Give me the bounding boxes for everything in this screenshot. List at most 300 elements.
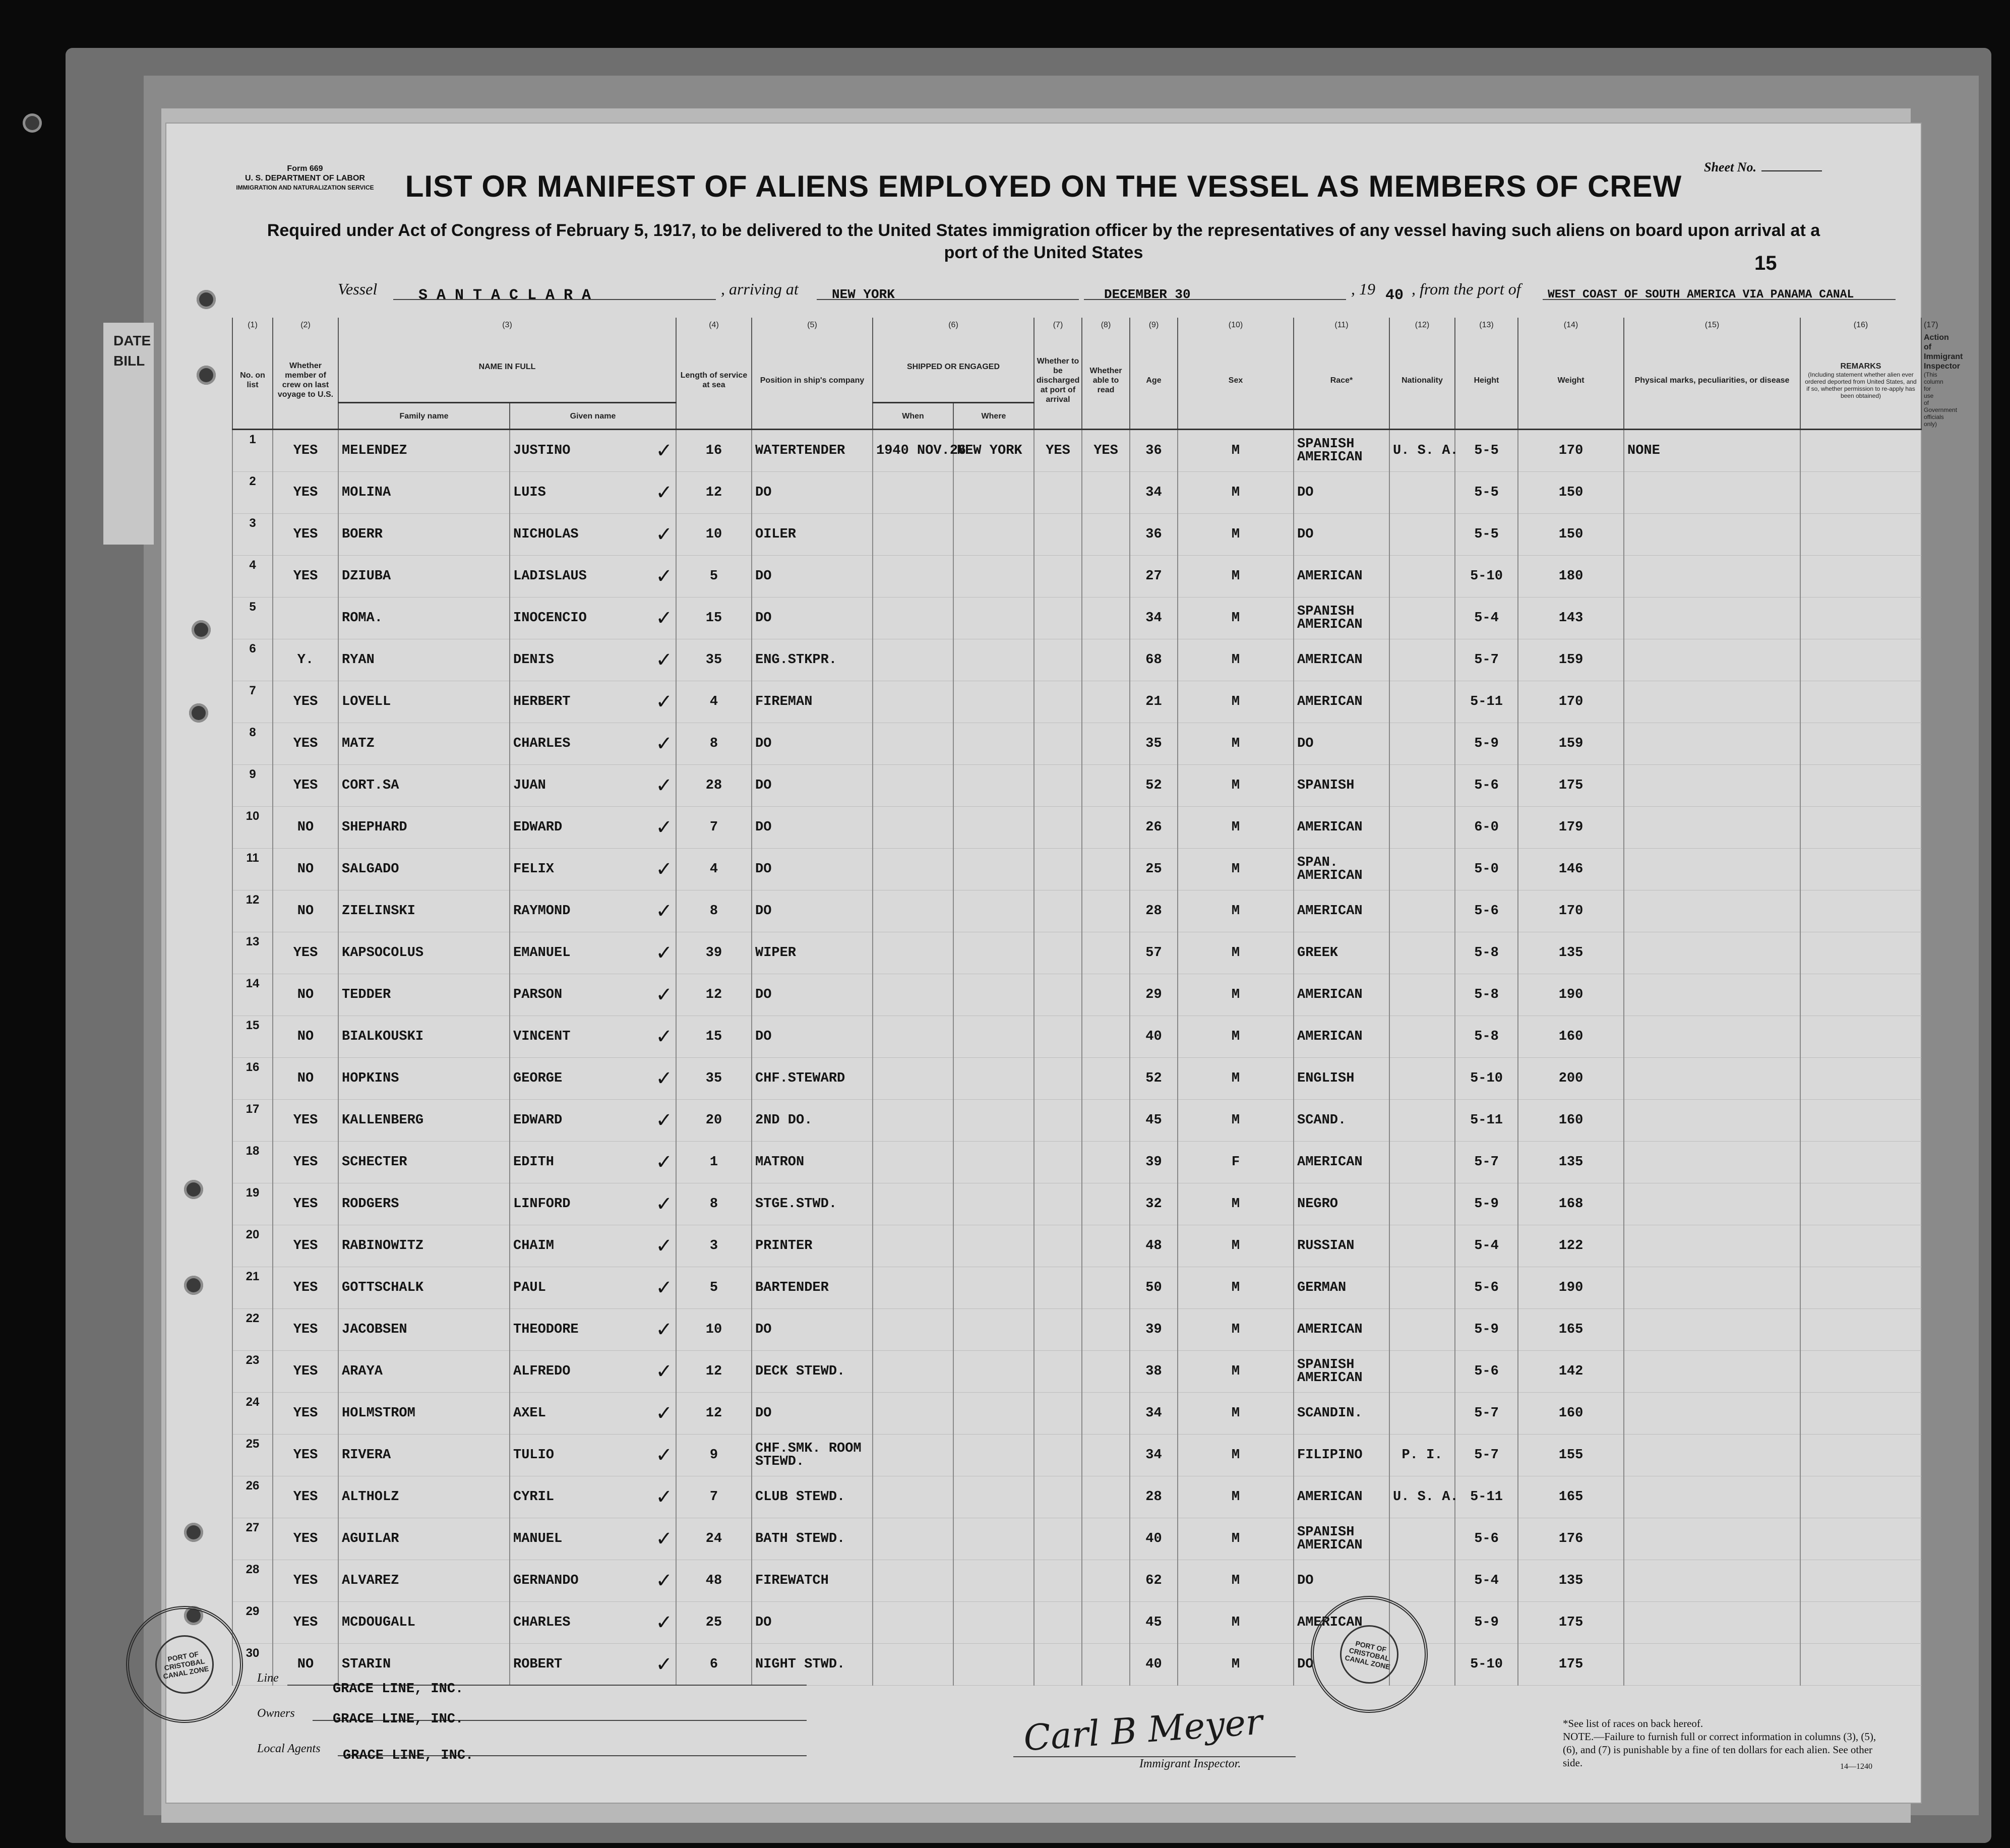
crew-family-name-value: BOERR xyxy=(342,527,383,542)
crew-shipped-when xyxy=(873,974,953,1016)
crew-shipped-when xyxy=(873,1518,953,1560)
crew-weight-value: 159 xyxy=(1558,652,1583,668)
crew-age-value: 52 xyxy=(1145,778,1162,793)
crew-able-to-read xyxy=(1082,723,1130,765)
check-mark-icon: ✓ xyxy=(655,648,673,672)
crew-nationality xyxy=(1389,472,1455,514)
crew-length-service xyxy=(676,1016,752,1058)
form-number: Form 669 xyxy=(287,164,323,173)
crew-age-value: 39 xyxy=(1145,1322,1162,1337)
crew-race-value: AMERICAN xyxy=(1297,1322,1363,1337)
crew-length-service xyxy=(676,1183,752,1225)
crew-last-voyage xyxy=(273,765,338,807)
crew-nationality xyxy=(1389,1476,1458,1518)
crew-given-name xyxy=(510,639,676,681)
crew-discharged xyxy=(1034,1309,1082,1351)
crew-age xyxy=(1130,849,1178,890)
crew-weight xyxy=(1518,1267,1624,1309)
crew-last-voyage xyxy=(273,974,338,1016)
table-row xyxy=(232,765,1921,807)
crew-shipped-when xyxy=(873,681,953,723)
crew-shipped-where xyxy=(953,1183,1034,1225)
crew-position xyxy=(752,1602,873,1644)
crew-no-value: 15 xyxy=(246,1019,260,1032)
crew-remarks xyxy=(1800,598,1921,639)
crew-physical-marks xyxy=(1624,1267,1800,1309)
crew-weight xyxy=(1518,1100,1624,1142)
crew-race-value: ENGLISH xyxy=(1297,1071,1355,1086)
crew-no-value: 9 xyxy=(249,767,256,781)
crew-nationality-value: U. S. A. xyxy=(1393,1489,1458,1505)
crew-discharged xyxy=(1034,723,1082,765)
crew-weight-value: 180 xyxy=(1558,569,1583,584)
crew-physical-marks xyxy=(1624,849,1800,890)
column-number: (3) xyxy=(338,318,676,332)
header-no-on-list: No. on list xyxy=(232,332,273,430)
crew-weight xyxy=(1518,1309,1624,1351)
crew-race-value: AMERICAN xyxy=(1297,1489,1363,1505)
crew-physical-marks xyxy=(1624,1225,1800,1267)
crew-remarks xyxy=(1800,1016,1921,1058)
crew-family-name xyxy=(338,849,510,890)
crew-family-name-value: HOLMSTROM xyxy=(342,1406,415,1421)
crew-race xyxy=(1294,472,1389,514)
crew-given-name xyxy=(510,1393,676,1435)
punch-hole-icon xyxy=(184,1180,203,1199)
crew-nationality xyxy=(1389,1183,1455,1225)
crew-weight-value: 155 xyxy=(1558,1448,1583,1463)
crew-length-service xyxy=(676,1058,752,1100)
crew-last-voyage xyxy=(273,598,338,639)
crew-sex xyxy=(1178,974,1294,1016)
check-mark-icon: ✓ xyxy=(655,1067,673,1090)
crew-age xyxy=(1130,974,1178,1016)
crew-nationality-value: P. I. xyxy=(1402,1448,1443,1463)
check-mark-icon: ✓ xyxy=(655,1402,673,1425)
crew-shipped-when xyxy=(873,723,953,765)
crew-sex-value: M xyxy=(1231,443,1240,458)
crew-age xyxy=(1130,765,1178,807)
crew-sex xyxy=(1178,472,1294,514)
crew-shipped-where xyxy=(953,1644,1034,1686)
crew-remarks xyxy=(1800,639,1921,681)
table-row xyxy=(232,1016,1921,1058)
crew-length-service-value: 4 xyxy=(709,862,718,877)
crew-race-value: SPANISH xyxy=(1297,778,1355,793)
crew-length-service xyxy=(676,556,752,598)
crew-race-value: RUSSIAN xyxy=(1297,1238,1355,1254)
crew-given-name xyxy=(510,1435,676,1476)
crew-sex xyxy=(1178,1100,1294,1142)
crew-table-body xyxy=(232,430,1921,1686)
crew-height-value: 5-9 xyxy=(1474,1615,1499,1630)
crew-physical-marks xyxy=(1624,1518,1800,1560)
crew-height-value: 5-5 xyxy=(1474,527,1499,542)
header-length-service: Length of service at sea xyxy=(676,332,752,430)
crew-position-value: WIPER xyxy=(755,945,797,961)
crew-family-name xyxy=(338,472,510,514)
crew-age-value: 36 xyxy=(1145,443,1162,458)
crew-family-name xyxy=(338,890,510,932)
crew-family-name xyxy=(338,1309,510,1351)
header-position: Position in ship's company xyxy=(752,332,873,430)
crew-height-value: 5-9 xyxy=(1474,736,1499,751)
crew-position-value: CLUB STEWD. xyxy=(755,1489,845,1505)
crew-family-name-value: SHEPHARD xyxy=(342,820,407,835)
crew-race xyxy=(1294,807,1389,849)
crew-no-value: 30 xyxy=(246,1646,260,1660)
crew-sex-value: M xyxy=(1231,1071,1240,1086)
crew-position-value: DO xyxy=(755,569,772,584)
crew-race xyxy=(1294,1560,1389,1602)
crew-position-value: CHF.SMK. ROOM STEWD. xyxy=(755,1441,862,1469)
crew-sex xyxy=(1178,1058,1294,1100)
crew-family-name xyxy=(338,807,510,849)
crew-nationality xyxy=(1389,1309,1455,1351)
crew-no-value: 4 xyxy=(249,558,256,572)
crew-last-voyage-value: NO xyxy=(297,1657,314,1672)
column-number: (14) xyxy=(1518,318,1624,332)
crew-last-voyage xyxy=(273,1100,338,1142)
crew-given-name-value: NICHOLAS xyxy=(513,527,579,542)
crew-shipped-where xyxy=(953,514,1034,556)
crew-age xyxy=(1130,723,1178,765)
crew-given-name-value: CHARLES xyxy=(513,1615,571,1630)
check-mark-icon: ✓ xyxy=(655,481,673,504)
crew-shipped-where xyxy=(953,639,1034,681)
crew-sex xyxy=(1178,681,1294,723)
crew-last-voyage xyxy=(273,1142,338,1183)
crew-race xyxy=(1294,1142,1389,1183)
crew-sex-value: M xyxy=(1231,652,1240,668)
header-remarks-note: (Including statement whether alien ever ordered deported from United States, and if so, whether permission to re-apply has been obtained) xyxy=(1805,371,1917,399)
crew-shipped-where xyxy=(953,1058,1034,1100)
crew-sex-value: F xyxy=(1231,1155,1240,1170)
crew-given-name xyxy=(510,765,676,807)
crew-able-to-read-value: YES xyxy=(1093,443,1118,458)
crew-height xyxy=(1455,1644,1518,1686)
crew-race-value: SPANISH AMERICAN xyxy=(1297,604,1363,632)
crew-length-service-value: 7 xyxy=(709,1489,718,1505)
crew-given-name xyxy=(510,1309,676,1351)
crew-last-voyage-value: YES xyxy=(293,694,318,709)
crew-last-voyage xyxy=(273,556,338,598)
crew-age-value: 28 xyxy=(1145,904,1162,919)
crew-age-value: 21 xyxy=(1145,694,1162,709)
crew-given-name xyxy=(510,1351,676,1393)
crew-race-value: DO xyxy=(1297,485,1314,500)
crew-family-name-value: MOLINA xyxy=(342,485,391,500)
crew-remarks xyxy=(1800,1560,1921,1602)
crew-height-value: 6-0 xyxy=(1474,820,1499,835)
crew-given-name xyxy=(510,1016,676,1058)
crew-last-voyage-value: YES xyxy=(293,1531,318,1546)
crew-height xyxy=(1455,1560,1518,1602)
crew-position xyxy=(752,1393,873,1435)
crew-age xyxy=(1130,1393,1178,1435)
crew-family-name xyxy=(338,1518,510,1560)
crew-length-service-value: 4 xyxy=(709,694,718,709)
column-number: (6) xyxy=(873,318,1034,332)
crew-shipped-where xyxy=(953,1309,1034,1351)
crew-nationality xyxy=(1389,1435,1455,1476)
crew-remarks xyxy=(1800,1183,1921,1225)
crew-given-name xyxy=(510,1518,676,1560)
crew-physical-marks xyxy=(1624,1309,1800,1351)
crew-height xyxy=(1455,974,1518,1016)
crew-sex xyxy=(1178,1435,1294,1476)
crew-no xyxy=(232,430,273,472)
crew-weight xyxy=(1518,890,1624,932)
crew-age-value: 34 xyxy=(1145,485,1162,500)
crew-no xyxy=(232,681,273,723)
crew-race xyxy=(1294,1100,1389,1142)
crew-no-value: 16 xyxy=(246,1060,260,1074)
crew-no-value: 20 xyxy=(246,1228,260,1241)
crew-family-name-value: MATZ xyxy=(342,736,375,751)
crew-able-to-read xyxy=(1082,765,1130,807)
crew-sex-value: M xyxy=(1231,1113,1240,1128)
crew-no-value: 11 xyxy=(246,851,259,865)
crew-age xyxy=(1130,1267,1178,1309)
crew-weight-value: 150 xyxy=(1558,527,1583,542)
crew-age xyxy=(1130,1100,1178,1142)
crew-given-name xyxy=(510,1644,676,1686)
crew-weight-value: 135 xyxy=(1558,1573,1583,1588)
crew-last-voyage xyxy=(273,1351,338,1393)
crew-position xyxy=(752,1351,873,1393)
crew-sex-value: M xyxy=(1231,904,1240,919)
crew-last-voyage xyxy=(273,890,338,932)
crew-length-service-value: 6 xyxy=(709,1657,718,1672)
crew-last-voyage-value: YES xyxy=(293,1280,318,1295)
crew-shipped-when xyxy=(873,1435,953,1476)
crew-discharged xyxy=(1034,1393,1082,1435)
crew-shipped-when xyxy=(873,1267,953,1309)
crew-position-value: DO xyxy=(755,904,772,919)
crew-height xyxy=(1455,1309,1518,1351)
crew-given-name-value: TULIO xyxy=(513,1448,555,1463)
crew-sex xyxy=(1178,765,1294,807)
crew-sex xyxy=(1178,1351,1294,1393)
column-number: (9) xyxy=(1130,318,1178,332)
crew-no xyxy=(232,849,273,890)
crew-weight xyxy=(1518,1435,1624,1476)
crew-length-service xyxy=(676,472,752,514)
check-mark-icon: ✓ xyxy=(655,858,673,881)
crew-discharged xyxy=(1034,1602,1082,1644)
crew-discharged xyxy=(1034,932,1082,974)
crew-position-value: BATH STEWD. xyxy=(755,1531,845,1546)
crew-no-value: 1 xyxy=(249,433,256,446)
crew-shipped-where xyxy=(953,1435,1034,1476)
crew-age xyxy=(1130,430,1178,472)
crew-height-value: 5-11 xyxy=(1470,694,1503,709)
crew-no-value: 29 xyxy=(246,1604,260,1618)
crew-nationality xyxy=(1389,765,1455,807)
sheet-label: Sheet No. xyxy=(1704,160,1756,174)
crew-weight xyxy=(1518,556,1624,598)
crew-length-service xyxy=(676,1518,752,1560)
crew-length-service-value: 25 xyxy=(705,1615,722,1630)
crew-length-service-value: 39 xyxy=(705,945,722,961)
crew-shipped-where xyxy=(953,1351,1034,1393)
crew-remarks xyxy=(1800,1142,1921,1183)
crew-last-voyage-value: YES xyxy=(293,1489,318,1505)
crew-family-name xyxy=(338,1183,510,1225)
crew-no xyxy=(232,1351,273,1393)
crew-race-value: AMERICAN xyxy=(1297,820,1363,835)
crew-shipped-where xyxy=(953,1602,1034,1644)
crew-weight-value: 160 xyxy=(1558,1029,1583,1044)
crew-physical-marks xyxy=(1624,598,1800,639)
crew-nationality xyxy=(1389,849,1455,890)
crew-length-service-value: 8 xyxy=(709,904,718,919)
crew-weight-value: 165 xyxy=(1558,1322,1583,1337)
crew-no-value: 23 xyxy=(246,1353,260,1367)
crew-shipped-when xyxy=(873,472,953,514)
crew-height-value: 5-11 xyxy=(1470,1489,1503,1505)
crew-remarks xyxy=(1800,890,1921,932)
crew-length-service xyxy=(676,765,752,807)
crew-physical-marks xyxy=(1624,1602,1800,1644)
crew-given-name xyxy=(510,807,676,849)
crew-length-service xyxy=(676,1644,752,1686)
crew-weight-value: 135 xyxy=(1558,945,1583,961)
crew-nationality xyxy=(1389,1560,1455,1602)
side-tab-bill: BILL xyxy=(113,353,145,369)
crew-length-service-value: 8 xyxy=(709,1197,718,1212)
crew-shipped-where xyxy=(953,1393,1034,1435)
crew-height-value: 5-11 xyxy=(1470,1113,1503,1128)
crew-family-name xyxy=(338,1435,510,1476)
crew-family-name-value: DZIUBA xyxy=(342,569,391,584)
crew-sex-value: M xyxy=(1231,1615,1240,1630)
crew-given-name-value: LUIS xyxy=(513,485,546,500)
crew-position xyxy=(752,1560,873,1602)
crew-remarks xyxy=(1800,1518,1921,1560)
crew-length-service xyxy=(676,1435,752,1476)
crew-family-name-value: ARAYA xyxy=(342,1364,383,1379)
crew-length-service xyxy=(676,1267,752,1309)
crew-sex-value: M xyxy=(1231,778,1240,793)
crew-no xyxy=(232,514,273,556)
crew-race xyxy=(1294,1058,1389,1100)
race-note: *See list of races on back hereof. xyxy=(1563,1717,1703,1730)
crew-family-name-value: ZIELINSKI xyxy=(342,904,415,919)
table-row xyxy=(232,514,1921,556)
crew-family-name xyxy=(338,1100,510,1142)
crew-given-name-value: EMANUEL xyxy=(513,945,571,961)
crew-weight xyxy=(1518,472,1624,514)
crew-no xyxy=(232,932,273,974)
crew-able-to-read xyxy=(1082,1183,1130,1225)
crew-no-value: 24 xyxy=(246,1395,260,1409)
crew-weight xyxy=(1518,681,1624,723)
crew-last-voyage-value: Y. xyxy=(297,652,314,668)
header-last-voyage: Whether member of crew on last voyage to U.S. xyxy=(273,332,338,430)
crew-remarks xyxy=(1800,472,1921,514)
crew-age xyxy=(1130,598,1178,639)
crew-discharged xyxy=(1034,1518,1082,1560)
table-row xyxy=(232,1309,1921,1351)
table-row xyxy=(232,1058,1921,1100)
crew-race-value: AMERICAN xyxy=(1297,1155,1363,1170)
crew-race xyxy=(1294,1016,1389,1058)
crew-length-service xyxy=(676,1142,752,1183)
punch-hole-icon xyxy=(184,1276,203,1295)
crew-no xyxy=(232,1309,273,1351)
crew-position xyxy=(752,430,873,472)
crew-shipped-when xyxy=(873,1602,953,1644)
crew-given-name-value: DENIS xyxy=(513,652,555,668)
arrival-port: NEW YORK xyxy=(832,287,895,302)
crew-height-value: 5-4 xyxy=(1474,1573,1499,1588)
crew-shipped-where xyxy=(953,974,1034,1016)
header-able-to-read: Whether able to read xyxy=(1082,332,1130,430)
crew-last-voyage xyxy=(273,514,338,556)
crew-sex xyxy=(1178,1476,1294,1518)
crew-race-value: AMERICAN xyxy=(1297,652,1363,668)
crew-physical-marks xyxy=(1624,472,1800,514)
crew-last-voyage-value: YES xyxy=(293,1448,318,1463)
crew-discharged xyxy=(1034,1142,1082,1183)
crew-sex-value: M xyxy=(1231,1238,1240,1254)
check-mark-icon: ✓ xyxy=(655,900,673,923)
crew-no xyxy=(232,765,273,807)
crew-position-value: DO xyxy=(755,611,772,626)
crew-age-value: 26 xyxy=(1145,820,1162,835)
form-code: 14—1240 xyxy=(1840,1762,1872,1771)
crew-shipped-where xyxy=(953,472,1034,514)
crew-physical-marks xyxy=(1624,890,1800,932)
crew-no xyxy=(232,723,273,765)
crew-nationality xyxy=(1389,807,1455,849)
crew-race xyxy=(1294,514,1389,556)
crew-sex-value: M xyxy=(1231,1448,1240,1463)
crew-weight xyxy=(1518,1225,1624,1267)
crew-family-name xyxy=(338,514,510,556)
crew-discharged xyxy=(1034,1644,1082,1686)
crew-last-voyage xyxy=(273,1560,338,1602)
crew-sex-value: M xyxy=(1231,611,1240,626)
crew-remarks xyxy=(1800,1435,1921,1476)
crew-shipped-when xyxy=(873,1644,953,1686)
crew-height xyxy=(1455,514,1518,556)
crew-sex-value: M xyxy=(1231,1364,1240,1379)
check-mark-icon: ✓ xyxy=(655,1025,673,1048)
crew-able-to-read xyxy=(1082,932,1130,974)
crew-weight xyxy=(1518,1058,1624,1100)
crew-last-voyage xyxy=(273,1016,338,1058)
crew-remarks xyxy=(1800,807,1921,849)
crew-length-service xyxy=(676,1602,752,1644)
crew-remarks xyxy=(1800,1644,1921,1686)
crew-weight xyxy=(1518,723,1624,765)
crew-physical-marks xyxy=(1624,1476,1800,1518)
crew-last-voyage-value: YES xyxy=(293,443,318,458)
check-mark-icon: ✓ xyxy=(655,1276,673,1299)
crew-age xyxy=(1130,1435,1178,1476)
crew-physical-marks xyxy=(1624,1393,1800,1435)
crew-family-name xyxy=(338,1476,510,1518)
crew-nationality-value: U. S. A. xyxy=(1393,443,1458,458)
page-stamp-number: 15 xyxy=(1754,252,1777,274)
crew-discharged xyxy=(1034,1058,1082,1100)
crew-last-voyage xyxy=(273,849,338,890)
crew-given-name-value: MANUEL xyxy=(513,1531,563,1546)
crew-able-to-read xyxy=(1082,1602,1130,1644)
